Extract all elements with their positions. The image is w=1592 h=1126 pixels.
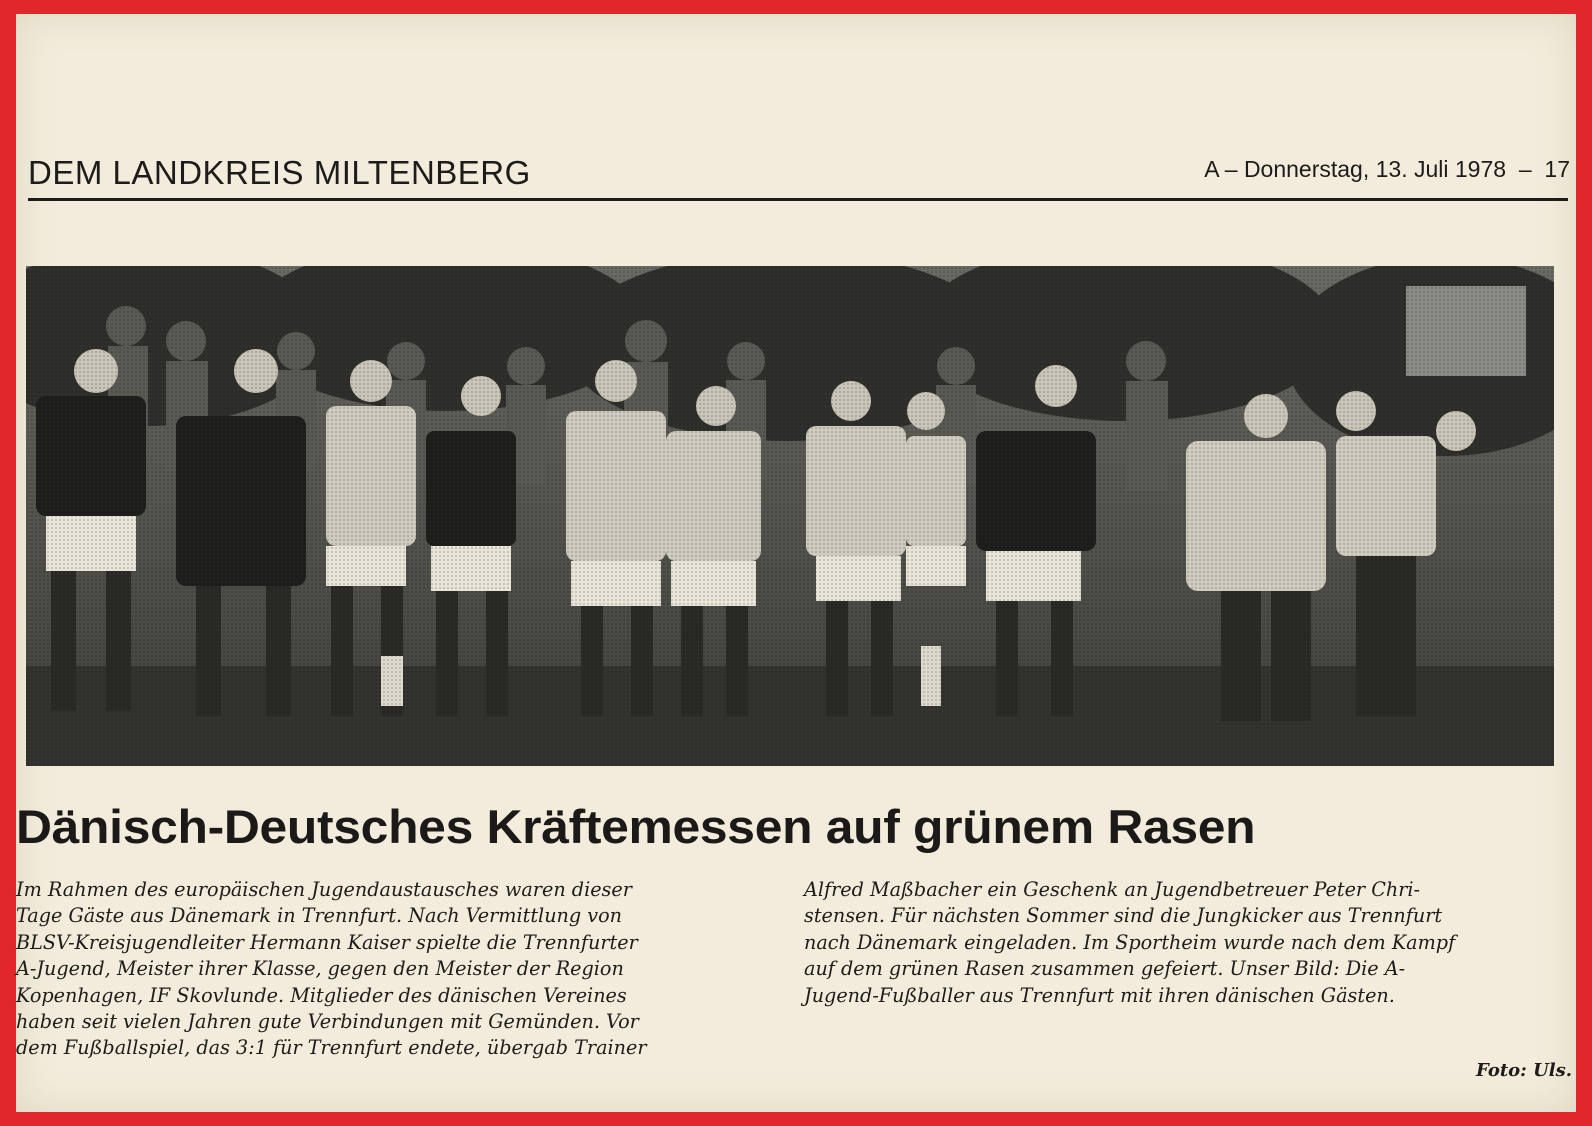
article-headline: Dänisch-Deutsches Kräftemessen auf grünem Rasen (16, 800, 1256, 853)
article-body-left-column (16, 877, 762, 1062)
body-line: stensen. Für nächsten Sommer sind die Jungkicker aus Trennfurt (804, 904, 1443, 928)
section-title: DEM LANDKREIS MILTENBERG (28, 154, 531, 191)
body-line: dem Fußballspiel, das 3:1 für Trennfurt endete, übergab Trainer (16, 1036, 647, 1060)
edition-date: A – Donnerstag, 13. Juli 1978 – 17 (1204, 156, 1570, 182)
body-line: auf dem grünen Rasen zusammen gefeiert. Unser Bild: Die A- (804, 957, 1406, 981)
article-body-right-column (804, 877, 1544, 1009)
body-line: A-Jugend, Meister ihrer Klasse, gegen den Meister der Region (16, 957, 624, 981)
team-photo (26, 266, 1554, 766)
body-line: Kopenhagen, IF Skovlunde. Mitglieder des dänischen Vereines (16, 983, 627, 1007)
body-line: Alfred Maßbacher ein Geschenk an Jugendbetreuer Peter Chri- (804, 878, 1421, 901)
team-photo-illustration (26, 266, 1554, 766)
body-line: Im Rahmen des europäischen Jugendaustausches waren dieser (16, 878, 632, 901)
body-line: Jugend-Fußballer aus Trennfurt mit ihren dänischen Gästen. (804, 983, 1395, 1007)
photo-credit: Foto: Uls. (1476, 1060, 1572, 1081)
body-line: Tage Gäste aus Dänemark in Trennfurt. Nach Vermittlung von (16, 904, 623, 928)
body-line: haben seit vielen Jahren gute Verbindungen mit Gemünden. Vor (16, 1010, 639, 1034)
masthead-rule (28, 198, 1568, 201)
newspaper-clipping (16, 14, 1576, 1112)
body-line: nach Dänemark eingeladen. Im Sportheim wurde nach dem Kampf (804, 930, 1456, 954)
body-line: BLSV-Kreisjugendleiter Hermann Kaiser spielte die Trennfurter (16, 930, 638, 954)
